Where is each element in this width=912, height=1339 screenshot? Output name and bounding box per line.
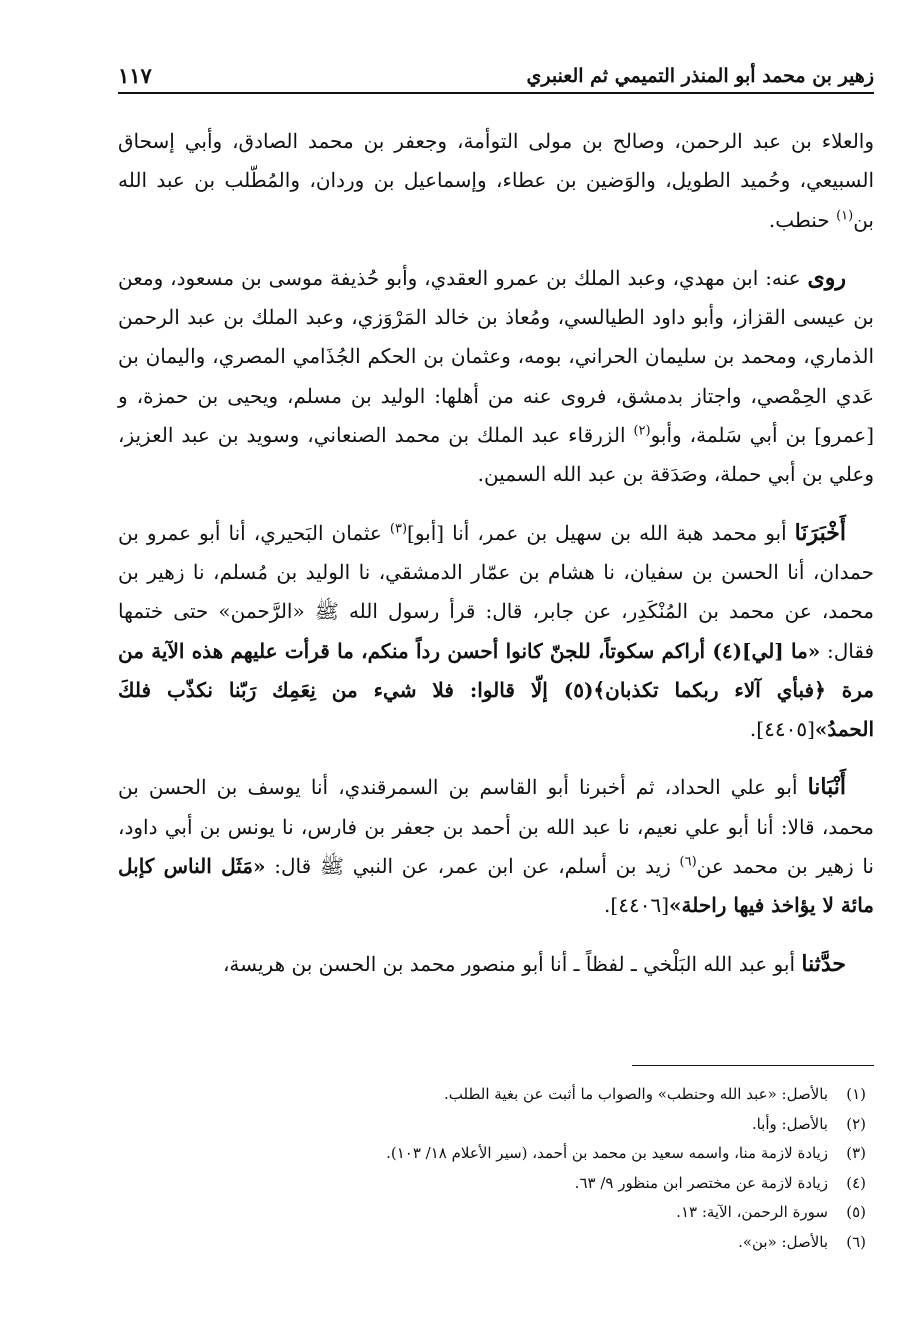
- footnote-rule: [632, 1065, 874, 1066]
- footnote-item: [118, 1198, 874, 1228]
- footnote-text: سورة الرحمن، الآية: ١٣.: [676, 1203, 828, 1221]
- footnote-number: (٢): [846, 1114, 866, 1133]
- paragraph-text: أبو عبد الله البَلْخي ـ لفظاً ـ أنا أبو منصور محمد بن الحسن بن هريسة،: [222, 951, 802, 976]
- page-header: [118, 56, 874, 90]
- footnote-reference: (٦): [679, 854, 697, 870]
- hadith-number: [٤٤٠٥].: [749, 717, 815, 742]
- footnotes: [118, 1080, 874, 1257]
- header-rule: [118, 92, 874, 94]
- body-text: [118, 122, 874, 1003]
- paragraph-text: أبو علي الحداد، ثم أخبرنا أبو القاسم بن السمرقندي، أنا يوسف بن الحسن بن محمد، قالا: أنا أبو علي نعيم، نا عبد الله بن أحمد بن جعفر بن فارس، نا يونس بن أبي داود، نا زهير بن محمد عن: [118, 775, 875, 879]
- paragraph-lead: أَنْبَانا: [807, 774, 846, 801]
- footnote-text: بالأصل: «عبد الله وحنطب» والصواب ما أثبت عن بغية الطلب.: [444, 1085, 828, 1103]
- footnote-number: (٤): [846, 1173, 866, 1192]
- hadith-number: [٤٤٠٦].: [604, 893, 669, 918]
- footnote-reference: (١): [836, 207, 854, 223]
- footnote-reference: (٢): [633, 423, 651, 439]
- footnote-item: [118, 1080, 874, 1110]
- footnote-item: [118, 1169, 874, 1199]
- paragraph-lead: أَخْبَرَنَا: [794, 519, 846, 546]
- footnote-number: (٣): [846, 1144, 866, 1162]
- footnote-number: (١): [846, 1085, 866, 1103]
- footnote-text: بالأصل: وأبا.: [751, 1114, 828, 1133]
- footnote-text: زيادة لازمة منا، واسمه سعيد بن محمد بن أحمد، (سير الأعلام ١٨/ ١٠٣).: [386, 1144, 828, 1162]
- footnote-item: [118, 1139, 874, 1169]
- footnote-item: [118, 1228, 874, 1258]
- paragraph-text: أبو محمد هبة الله بن سهيل بن عمر، أنا [أبو]: [407, 520, 795, 545]
- paragraph-text: عثمان البَحيري، أنا أبو عمرو بن حمدان، أنا الحسن بن سفيان، نا هشام بن عمّار الدمشقي، نا الوليد بن مُسلم، نا زهير بن محمد، عن محمد بن المُنْكَدِر، عن جابر، قال: قرأ رسول الله ﷺ «الرَّحمن» حتى ختمها فقال:: [118, 520, 875, 663]
- footnote-number: (٥): [846, 1203, 866, 1221]
- footnote-item: [118, 1110, 874, 1140]
- hadith-text: «مَثَل الناس كإبل مائة لا يؤاخذ فيها راحلة»: [118, 854, 874, 918]
- footnote-text: بالأصل: «بن».: [738, 1232, 828, 1251]
- footnote-number: (٦): [846, 1232, 866, 1251]
- paragraph-text: حنطب.: [768, 207, 837, 232]
- paragraph-teachers: [118, 122, 874, 240]
- paragraph-text: عنه: ابن مهدي، وعبد الملك بن عمرو العقدي، وأبو حُذيفة موسى بن مسعود، ومعن بن عيسى القزاز، وأبو داود الطيالسي، ومُعاذ بن خالد المَرْوَزي، وعبد الملك بن عبد الرحمن الذماري، ومحمد بن سليمان الحراني، بومه، وعثمان بن الحكم الجُذَامي المصري، واليمان بن عَدي الحِمْصي، واجتاز بدمشق، فروى عنه من أهلها: الوليد بن مسلم، ويحيى بن حمزة، و [عمرو] بن أبي سَلمة، وأبو: [118, 265, 875, 448]
- paragraph-text: والعلاء بن عبد الرحمن، وصالح بن مولى التوأمة، وجعفر بن محمد الصادق، وأبي إسحاق السبيعي، وحُميد الطويل، والوَضين بن عطاء، وإسماعيل بن وردان، والمُطّلب بن عبد الله بن: [118, 129, 874, 232]
- paragraph-lead: روى: [807, 264, 846, 291]
- paragraph-text: زيد بن أسلم، عن ابن عمر، عن النبي ﷺ قال:: [265, 854, 680, 879]
- running-title: زهير بن محمد أبو المنذر التميمي ثم العنبري: [526, 65, 874, 87]
- paragraph-chain-start: [118, 945, 874, 984]
- paragraph-students: [118, 259, 874, 495]
- paragraph-text: الزرقاء عبد الملك بن محمد الصنعاني، وسويد بن عبد العزيز، وعلي بن أبي حملة، وصَدَقة بن عبد الله السمين.: [118, 423, 874, 487]
- paragraph-hadith-4405: [118, 514, 874, 750]
- page-number: ١١٧: [118, 63, 152, 88]
- paragraph-lead: حدَّثنا: [801, 950, 846, 977]
- hadith-text: «ما [لي](٤) أراكم سكوتاً، للجنّ كانوا أحسن رداً منكم، ما قرأت عليهم هذه الآية من مرة ﴿فبأي آلاء ربكما تكذبان﴾(٥) إلّا قالوا: فلا شيء من نِعَمِك رَبّنا نكذّب فلكَ الحمدُ»: [118, 638, 874, 742]
- footnote-reference: (٣): [389, 521, 408, 537]
- paragraph-hadith-4406: [118, 768, 874, 925]
- footnote-text: زيادة لازمة عن مختصر ابن منظور ٩/ ٦٣.: [574, 1173, 828, 1192]
